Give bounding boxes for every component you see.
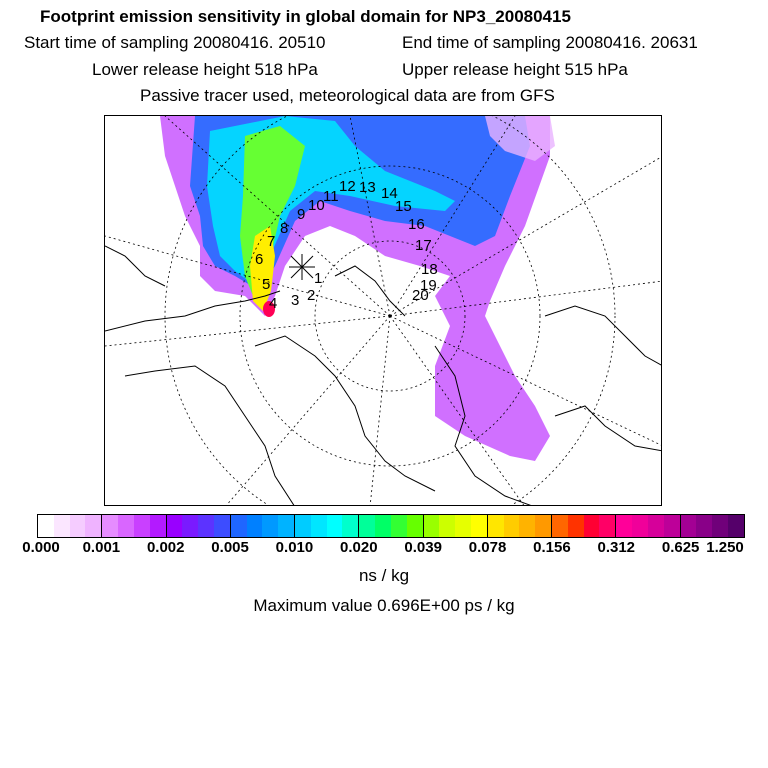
colorbar-tick-label: 0.078: [468, 539, 507, 556]
colorbar-cell: [487, 515, 504, 537]
colorbar-cell: [85, 515, 101, 537]
colorbar-cell: [439, 515, 455, 537]
colorbar-cell: [615, 515, 632, 537]
colorbar-cell: [134, 515, 150, 537]
track-label-17: 17: [415, 237, 432, 254]
colorbar-cell: [632, 515, 648, 537]
track-label-8: 8: [280, 220, 289, 237]
plot-title: Footprint emission sensitivity in global domain for NP3_20080415: [40, 7, 571, 26]
colorbar-cell: [214, 515, 230, 537]
colorbar-tick-label: 0.625: [661, 539, 700, 556]
track-label-5: 5: [262, 276, 271, 293]
colorbar-cell: [407, 515, 423, 537]
colorbar-cell: [696, 515, 712, 537]
track-label-1: 1: [314, 270, 323, 287]
colorbar-cell: [230, 515, 247, 537]
colorbar-cell: [198, 515, 214, 537]
colorbar-cell: [166, 515, 183, 537]
colorbar-cell: [584, 515, 600, 537]
colorbar-cell: [327, 515, 343, 537]
colorbar-cell: [278, 515, 294, 537]
footprint-map: [104, 115, 662, 506]
colorbar-tick-label: 0.002: [146, 539, 185, 556]
start-time-label: Start time of sampling 20080416. 20510: [24, 33, 326, 52]
colorbar-cell: [262, 515, 278, 537]
colorbar-cell: [375, 515, 391, 537]
track-label-10: 10: [308, 197, 325, 214]
track-label-19: 19: [420, 277, 437, 294]
colorbar-cell: [294, 515, 311, 537]
track-label-14: 14: [381, 185, 398, 202]
colorbar-cell: [182, 515, 198, 537]
colorbar-cell: [391, 515, 407, 537]
map-svg: [105, 116, 662, 506]
track-label-15: 15: [395, 198, 412, 215]
colorbar-cell: [664, 515, 680, 537]
track-label-9: 9: [297, 206, 306, 223]
track-label-4: 4: [269, 295, 278, 312]
end-time-label: End time of sampling 20080416. 20631: [402, 33, 698, 52]
colorbar-cell: [358, 515, 375, 537]
colorbar-cell: [535, 515, 551, 537]
maximum-value-label: Maximum value 0.696E+00 ps / kg: [253, 596, 515, 615]
upper-height-label: Upper release height 515 hPa: [402, 60, 628, 79]
colorbar-cell: [519, 515, 535, 537]
colorbar-cell: [70, 515, 86, 537]
colorbar-cell: [150, 515, 166, 537]
colorbar-tick-label: 0.312: [597, 539, 636, 556]
colorbar-cell: [311, 515, 327, 537]
colorbar-cell: [680, 515, 697, 537]
colorbar-cell: [423, 515, 440, 537]
colorbar-cell: [247, 515, 263, 537]
colorbar-cell: [101, 515, 118, 537]
colorbar-tick-label: 0.005: [211, 539, 249, 556]
colorbar-cell: [118, 515, 134, 537]
colorbar-cell: [712, 515, 728, 537]
lower-height-label: Lower release height 518 hPa: [92, 60, 318, 79]
track-label-11: 11: [323, 188, 339, 205]
track-label-16: 16: [408, 216, 425, 233]
colorbar-tick-label: 0.001: [82, 539, 121, 556]
colorbar-tick-label: 0.000: [22, 539, 60, 556]
track-label-18: 18: [421, 261, 438, 278]
colorbar-tick-label: 1.250: [706, 539, 744, 556]
track-label-12: 12: [339, 178, 356, 195]
colorbar: [37, 514, 745, 538]
track-label-20: 20: [412, 287, 429, 304]
colorbar-tick-label: 0.039: [404, 539, 442, 556]
colorbar-cell: [568, 515, 584, 537]
track-label-3: 3: [291, 292, 300, 309]
colorbar-cell: [728, 515, 744, 537]
colorbar-tick-label: 0.020: [340, 539, 378, 556]
track-label-13: 13: [359, 179, 376, 196]
colorbar-cell: [471, 515, 487, 537]
colorbar-cell: [342, 515, 358, 537]
track-label-2: 2: [307, 287, 316, 304]
colorbar-cell: [648, 515, 664, 537]
colorbar-cell: [551, 515, 568, 537]
colorbar-cell: [54, 515, 70, 537]
colorbar-cell: [599, 515, 615, 537]
track-label-6: 6: [255, 251, 264, 268]
track-label-7: 7: [267, 233, 276, 250]
colorbar-cell: [455, 515, 471, 537]
colorbar-cell: [504, 515, 520, 537]
tracer-note: Passive tracer used, meteorological data are from GFS: [140, 86, 555, 105]
colorbar-tick-label: 0.156: [533, 539, 571, 556]
colorbar-unit: ns / kg: [358, 566, 410, 585]
colorbar-tick-label: 0.010: [275, 539, 314, 556]
release-point-marker: [289, 254, 315, 280]
colorbar-cell: [38, 515, 54, 537]
